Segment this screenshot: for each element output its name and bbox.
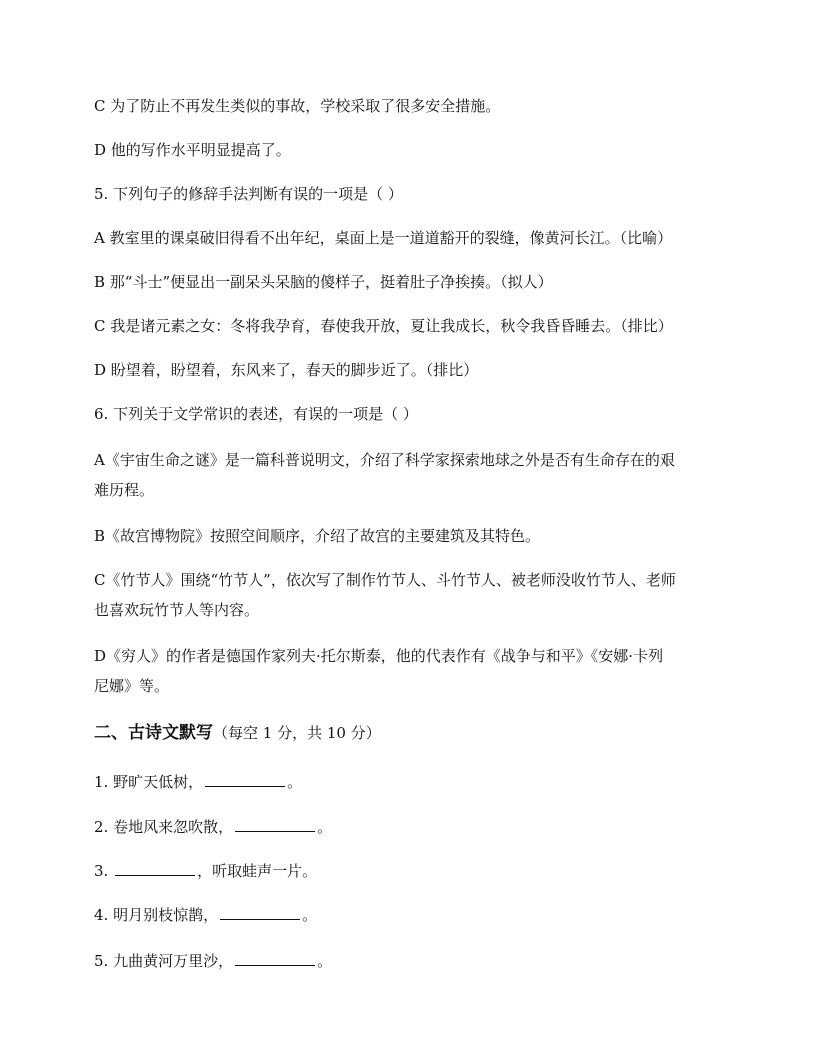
poem-1-end: 。 — [287, 773, 303, 791]
poem-1-blank[interactable] — [205, 771, 285, 787]
poem-1-text: 1. 野旷天低树， — [94, 773, 204, 791]
section-2-title: 二、古诗文默写 — [94, 723, 213, 743]
poem-item-3 — [94, 856, 724, 886]
poem-item-1 — [94, 767, 724, 797]
q5-stem: 5. 下列句子的修辞手法判断有误的一项是（ ） — [94, 185, 403, 203]
q6-option-a-line1: A《宇宙生命之谜》是一篇科普说明文，介绍了科学家探索地球之外是否有生命存在的艰 — [94, 451, 675, 469]
poem-3-number: 3. — [94, 862, 114, 880]
poem-4-blank[interactable] — [220, 904, 300, 920]
poem-5-text: 5. 九曲黄河万里沙， — [94, 952, 234, 970]
q5-option-c: C 我是诸元素之女：冬将我孕育，春使我开放，夏让我成长，秋令我昏昏睡去。（排比） — [94, 317, 673, 335]
q5-option-a: A 教室里的课桌破旧得看不出年纪，桌面上是一道道豁开的裂缝，像黄河长江。（比喻） — [94, 229, 673, 247]
poem-4-end: 。 — [302, 906, 318, 924]
q6-option-d-line2: 尼娜》等。 — [94, 677, 170, 695]
q6-stem: 6. 下列关于文学常识的表述，有误的一项是（ ） — [94, 405, 418, 423]
q5-option-b: B 那“斗士”便显出一副呆头呆脑的傻样子，挺着肚子净挨揍。（拟人） — [94, 273, 553, 291]
q6-option-c-line1: C《竹节人》围绕“竹节人”，依次写了制作竹节人、斗竹节人、被老师没收竹节人、老师 — [94, 571, 676, 589]
poem-2-blank[interactable] — [235, 816, 315, 832]
q6-option-b: B《故宫博物院》按照空间顺序，介绍了故宫的主要建筑及其特色。 — [94, 527, 541, 545]
q4-option-c: C 为了防止不再发生类似的事故，学校采取了很多安全措施。 — [94, 97, 501, 115]
poem-item-5 — [94, 946, 724, 976]
poem-item-4 — [94, 900, 724, 930]
section-2-score-note: （每空 1 分，共 10 分） — [213, 724, 381, 742]
poem-4-text: 4. 明月别枝惊鹊， — [94, 906, 219, 924]
section-2-heading — [94, 718, 724, 748]
poem-2-text: 2. 卷地风来忽吹散， — [94, 818, 234, 836]
q6-option-c-line2: 也喜欢玩竹节人等内容。 — [94, 601, 260, 619]
poem-3-blank[interactable] — [115, 860, 195, 876]
q6-option-d-line1: D《穷人》的作者是德国作家列夫·托尔斯泰，他的代表作有《战争与和平》《安娜·卡列 — [94, 647, 664, 665]
poem-5-blank[interactable] — [235, 950, 315, 966]
poem-3-text: ，听取蛙声一片。 — [197, 862, 318, 880]
q5-option-d: D 盼望着，盼望着，东风来了，春天的脚步近了。（排比） — [94, 361, 479, 379]
poem-item-2 — [94, 812, 724, 842]
q4-option-d: D 他的写作水平明显提高了。 — [94, 141, 291, 159]
poem-2-end: 。 — [317, 818, 333, 836]
q6-option-a-line2: 难历程。 — [94, 481, 155, 499]
poem-5-end: 。 — [317, 952, 333, 970]
